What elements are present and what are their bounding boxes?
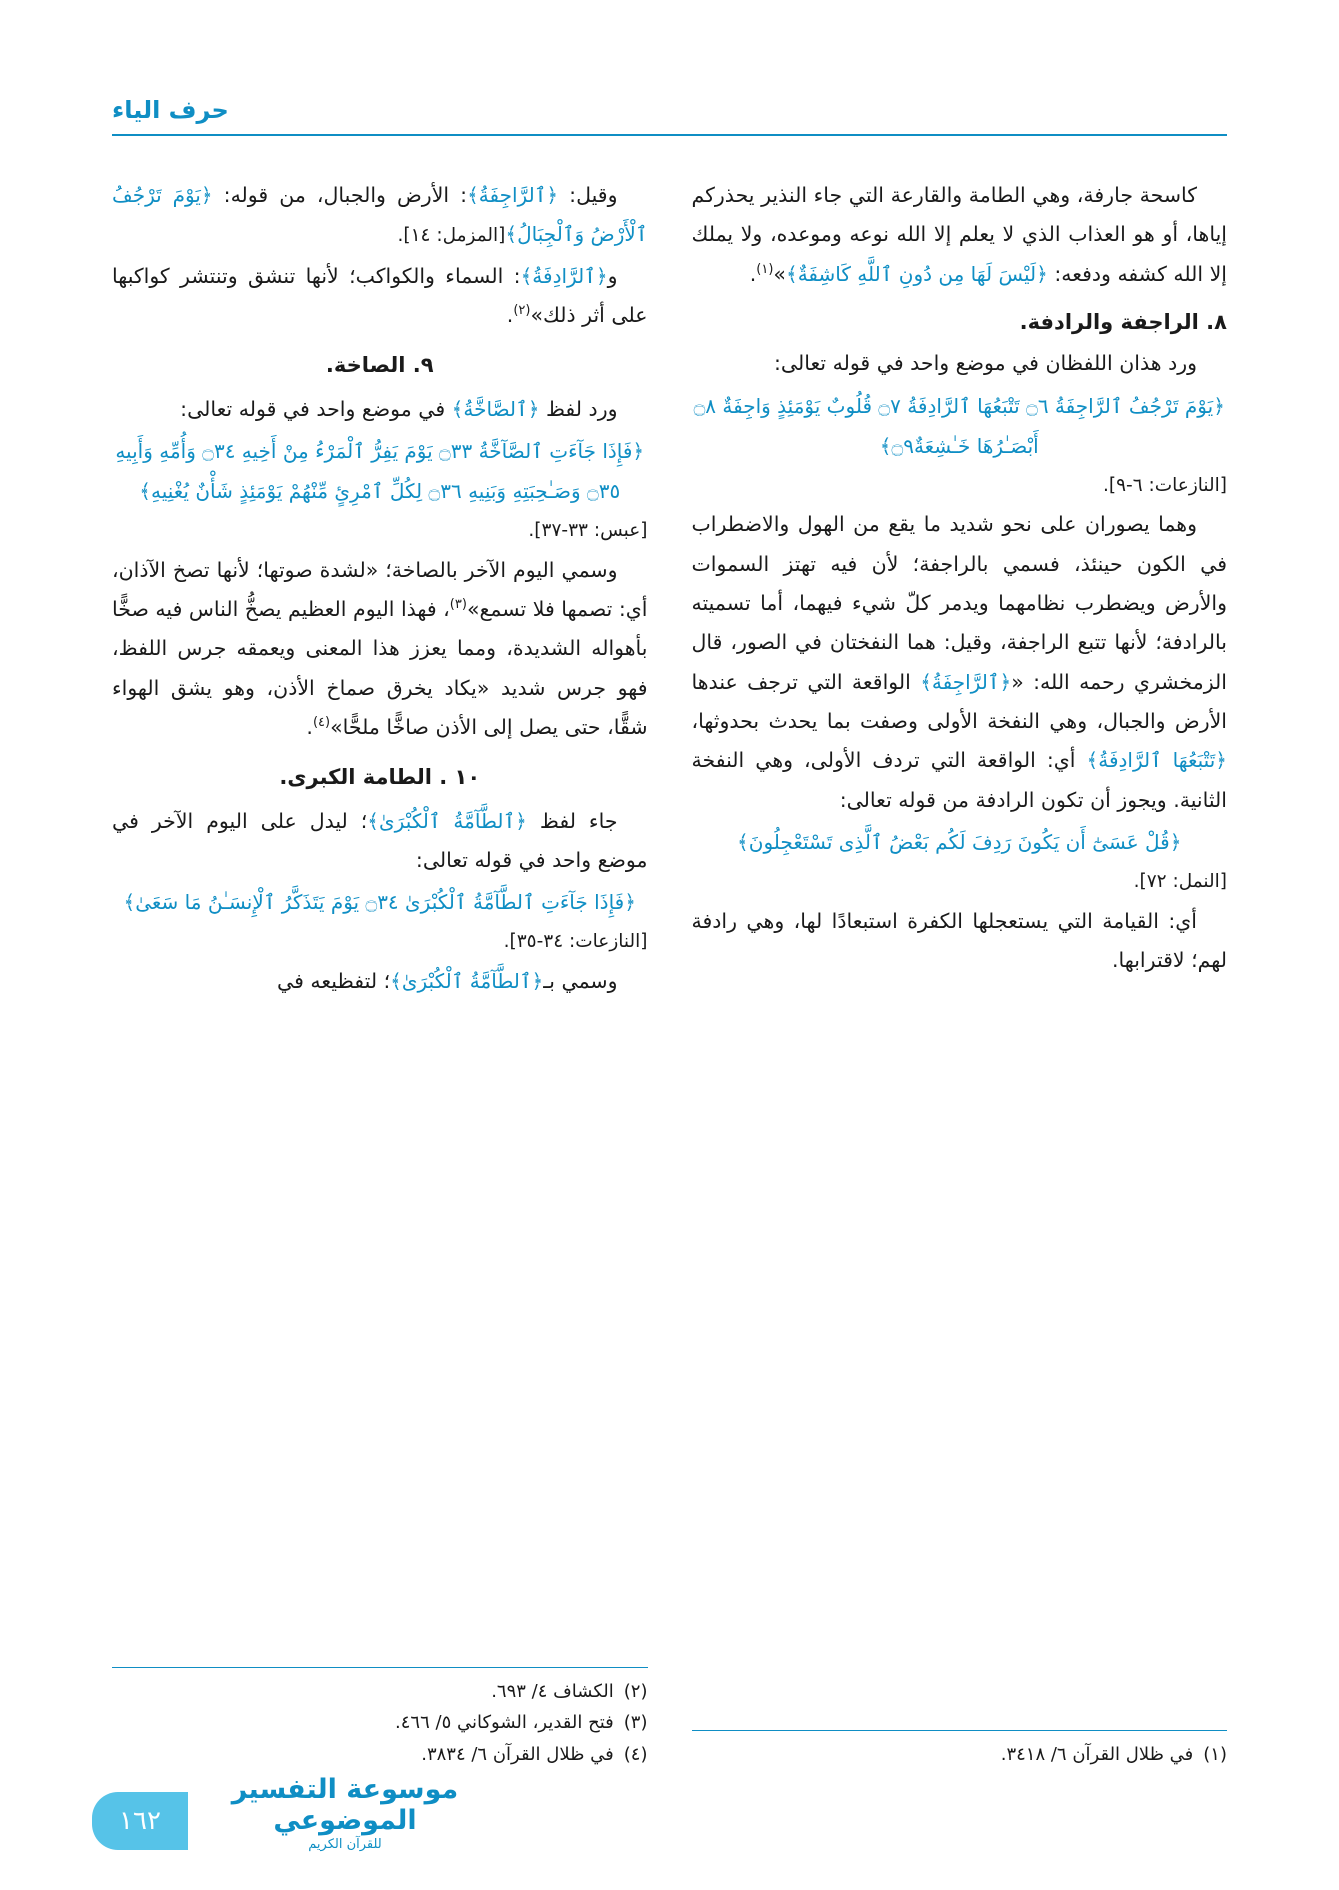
column-right: [692, 176, 1228, 1770]
quran-quote: ﴿فَإِذَا جَآءَتِ ٱلصَّآخَّةُ ۝٣٣ يَوْمَ يَفِرُّ ٱلْمَرْءُ مِنْ أَخِيهِ ۝٣٤ وَأُمِّهِ وَأَبِيهِ ۝٣٥ وَصَـٰحِبَتِهِ وَبَنِيهِ ۝٣٦ لِكُلِّ ٱمْرِئٍ مِّنْهُمْ يَوْمَئِذٍ شَأْنٌ يُغْنِيهِ﴾: [115, 439, 645, 504]
footnote-text: في ظلال القرآن ٦/ ٣٤١٨.: [1000, 1743, 1194, 1765]
publisher-logo: [220, 1774, 470, 1852]
text-run: كاسحة جارفة، وهي الطامة والقارعة التي جاء النذير يحذركم إياها، أو هو العذاب الذي لا يعلم إلا الله نوعه وموعده، ولا يملك إلا الله كشفه ودفعه:: [691, 183, 1227, 286]
text-run: جاء لفظ: [526, 808, 618, 833]
header-divider: [112, 134, 1227, 136]
logo-main-text: موسوعة التفسير الموضوعي: [231, 1773, 459, 1836]
text-run: الواقعة التي ترجف عندها الأرض والجبال، وهي النفخة الأولى وصفت بما يحدث بحدوثها،: [691, 669, 1227, 734]
footnote-item: [692, 1739, 1228, 1771]
text-run: ، فهذا اليوم العظيم يصخُّ الناس فيه صخًّا بأهواله الشديدة، ومما يعزز هذا المعنى ويعمقه جرس اللفظ، فهو جرس شديد «يكاد يخرق صماخ الأذن، وهو يشق الهواء شقًّا، حتى يصل إلى الأذن صاخًّا ملحًّا»: [111, 596, 648, 740]
footnote-item: [112, 1676, 648, 1708]
section-9-body: [112, 551, 648, 748]
footnote-number: (٣): [623, 1712, 648, 1733]
section-8-reference: [النازعات: ٦-٩].: [1102, 474, 1227, 496]
footnote-text: في ظلال القرآن ٦/ ٣٨٣٤.: [421, 1743, 614, 1765]
section-10-verse: ﴿فَإِذَا جَآءَتِ ٱلطَّآمَّةُ ٱلْكُبْرَىٰ ۝٣٤ يَوْمَ يَتَذَكَّرُ ٱلْإِنسَـٰنُ مَا سَعَىٰ﴾: [123, 890, 636, 915]
text-run: ورد لفظ: [539, 396, 618, 421]
quran-term: ﴿ٱلطَّآمَّةُ ٱلْكُبْرَىٰ﴾: [367, 808, 527, 833]
paragraph-continuation: [692, 176, 1228, 294]
text-run: : السماء والكواكب؛ لأنها تنشق وتنتشر كواكبها على أثر ذلك»: [112, 263, 648, 328]
section-9-intro: [112, 390, 648, 429]
verse-reference: [المزمل: ١٤].: [397, 225, 506, 247]
quran-term: ﴿تَتْبَعُهَا ٱلرَّادِفَةُ﴾: [1086, 748, 1227, 773]
page-header: [112, 96, 1227, 136]
text-run: وسمي بـ: [543, 968, 618, 993]
footnote-marker: (٣): [449, 597, 467, 613]
text-run: وسمي اليوم الآخر بالصاخة؛ «لشدة صوتها؛ لأنها تصخ الآذان، أي: تصمها فلا تسمع»: [112, 557, 648, 621]
page-title: حرف الياء: [112, 96, 229, 124]
text-run: وقيل:: [558, 183, 618, 207]
quran-term: ﴿ٱلصَّاخَّةُ﴾: [451, 396, 540, 421]
text-run: .: [306, 715, 313, 740]
text-run: في موضع واحد في قوله تعالى:: [180, 396, 452, 421]
quran-quote: ﴿لَيْسَ لَهَا مِن دُونِ ٱللَّهِ كَاشِفَةٌ﴾: [785, 261, 1048, 286]
section-10-body: [112, 962, 648, 1001]
footnote-text: الكشاف ٤/ ٦٩٣.: [491, 1680, 614, 1702]
section-10-reference: [النازعات: ٣٤-٣٥].: [503, 931, 648, 953]
column-right-flow: [692, 176, 1228, 1720]
footnote-number: (١): [1203, 1743, 1227, 1765]
text-run: ؛ ليدل على اليوم الآخر في موضع واحد في قوله تعالى:: [112, 808, 648, 873]
column-left-flow: [112, 176, 648, 1657]
footnote-marker: (١): [756, 261, 774, 277]
text-run: .: [506, 303, 514, 328]
footnote-marker: (٢): [513, 303, 531, 319]
section-8-reference-2: [النمل: ٧٢].: [1133, 871, 1227, 893]
footnote-item: [112, 1739, 648, 1771]
section-8-body: [692, 505, 1228, 820]
quran-quote: ﴿يَوْمَ تَرْجُفُ ٱلْأَرْضُ وَٱلْجِبَالُ﴾: [112, 183, 648, 247]
text-run: .: [749, 261, 757, 286]
footnote-item: [112, 1707, 648, 1739]
text-run: : الأرض والجبال، من قوله:: [212, 183, 468, 207]
section-10-intro: [112, 802, 648, 881]
footnote-number: (٤): [623, 1743, 648, 1765]
section-9-verse: [112, 431, 648, 511]
quran-term: ﴿ٱلرَّاجِفَةُ﴾: [467, 183, 559, 207]
text-run: وهما يصوران على نحو شديد ما يقع من الهول والاضطراب في الكون حينئذ، فسمي بالراجفة؛ لأن فيه تهتز السموات والأرض ويضطرب نظامهما ويدمر كلّ شيء فيهما، أما تسميته بالرادفة؛ لأنها تتبع الراجفة، وقيل: هما النفختان في الصور، قال الزمخشري رحمه الله: «: [691, 512, 1227, 694]
text-run: ؛ لتفظيعه في: [277, 968, 391, 993]
section-heading-9: ٩. الصاخة.: [325, 353, 434, 378]
page-columns: [112, 176, 1227, 1770]
column-left: [112, 176, 648, 1770]
section-8-body-final: أي: القيامة التي يستعجلها الكفرة استبعادًا لها، وهي رادفة لهم؛ لاقترابها.: [691, 908, 1227, 973]
section-heading-8: ٨. الراجفة والرادفة.: [1019, 310, 1227, 335]
page-footer: [0, 1773, 1339, 1856]
section-8-verse: ﴿يَوْمَ تَرْجُفُ ٱلرَّاجِفَةُ ۝٦ تَتْبَعُهَا ٱلرَّادِفَةُ ۝٧ قُلُوبٌ يَوْمَئِذٍ وَاجِفَةٌ ۝٨ أَبْصَـٰرُهَا خَـٰشِعَةٌ۝٩﴾: [693, 393, 1225, 458]
quran-term: ﴿ٱلرَّاجِفَةُ﴾: [920, 669, 1012, 694]
quran-term: ﴿ٱلطَّآمَّةُ ٱلْكُبْرَىٰ﴾: [390, 968, 544, 993]
section-heading-10: ١٠ . الطامة الكبرى.: [279, 765, 481, 790]
footnote-marker: (٤): [312, 715, 331, 731]
logo-sub-text: للقرآن الكريم: [308, 1837, 382, 1852]
page-number-badge: ١٦٢: [92, 1792, 188, 1850]
footnotes-left: [112, 1667, 648, 1771]
section-9-reference: [عبس: ٣٣-٣٧].: [528, 520, 648, 542]
paragraph-radifa: [112, 257, 648, 336]
text-run: و: [607, 263, 618, 288]
section-8-verse-2: ﴿قُلْ عَسَىٰٓ أَن يَكُونَ رَدِفَ لَكُم بَعْضُ ٱلَّذِى تَسْتَعْجِلُونَ﴾: [737, 830, 1182, 855]
quran-term: ﴿ٱلرَّادِفَةُ﴾: [520, 263, 608, 288]
footnote-number: (٢): [623, 1680, 648, 1702]
text-run: أي: الواقعة التي تردف الأولى، وهي النفخة الثانية. ويجوز أن تكون الرادفة من قوله تعالى:: [691, 748, 1227, 812]
paragraph-qeel: [112, 176, 648, 255]
section-8-intro: ورد هذان اللفظان في موضع واحد في قوله تعالى:: [774, 351, 1197, 376]
text-run: »: [773, 261, 786, 286]
footnote-text: فتح القدير، الشوكاني ٥/ ٤٦٦.: [395, 1712, 614, 1733]
footnotes-right: [692, 1730, 1228, 1771]
